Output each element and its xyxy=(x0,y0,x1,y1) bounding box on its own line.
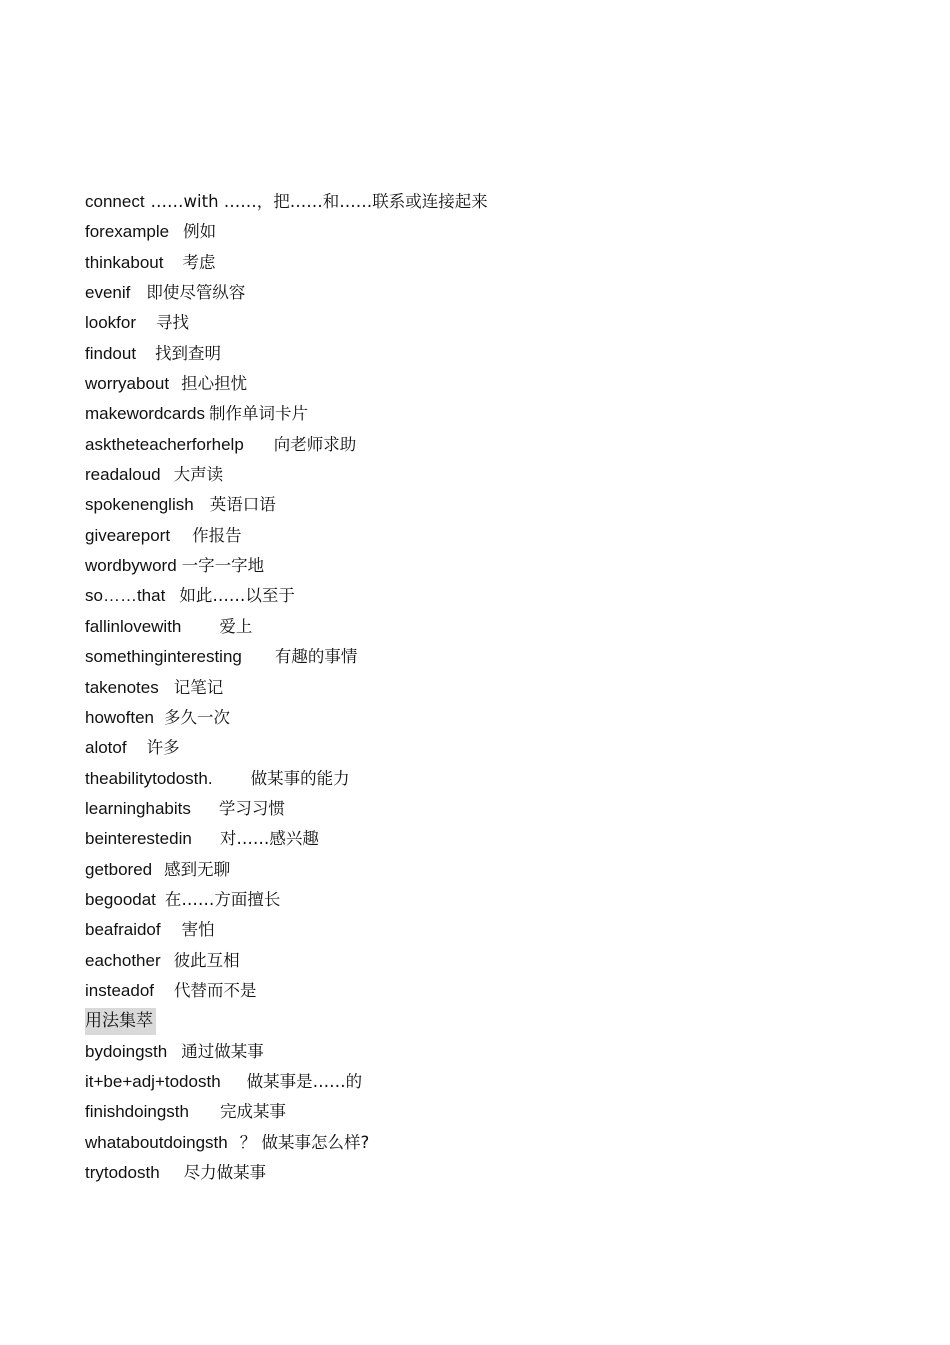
phrase-chinese: 多久一次 xyxy=(164,707,230,727)
list-item xyxy=(85,551,905,581)
phrase-english: eachother xyxy=(85,950,161,970)
list-item xyxy=(85,460,905,490)
phrase-chinese: 寻找 xyxy=(156,313,190,333)
phrase-english: somethinginteresting xyxy=(85,647,242,667)
list-item xyxy=(85,1037,905,1067)
list-item xyxy=(85,430,905,460)
phrase-chinese: 害怕 xyxy=(181,920,215,940)
list-item xyxy=(85,278,905,308)
list-item xyxy=(85,187,905,217)
phrase-chinese: 做某事是……的 xyxy=(246,1071,363,1091)
phrase-chinese: 记笔记 xyxy=(173,677,224,697)
phrase-chinese: 大声读 xyxy=(173,465,224,485)
phrase-english: spokenenglish xyxy=(85,495,194,515)
phrase-english: begoodat xyxy=(85,889,156,909)
phrase-english: howoften xyxy=(85,707,154,727)
phrase-english: giveareport xyxy=(85,525,171,545)
phrase-english: forexample xyxy=(85,222,170,242)
list-item xyxy=(85,308,905,338)
list-item xyxy=(85,339,905,369)
phrase-chinese: 制作单词卡片 xyxy=(209,404,308,424)
phrase-chinese: 通过做某事 xyxy=(181,1041,264,1061)
phrase-english: thinkabout xyxy=(85,252,164,272)
phrase-english: beafraidof xyxy=(85,920,161,940)
list-item xyxy=(85,673,905,703)
phrase-chinese: 作报告 xyxy=(192,525,242,545)
list-item xyxy=(85,642,905,672)
phrase-chinese: 一字一字地 xyxy=(181,556,265,576)
list-item xyxy=(85,1067,905,1097)
phrase-chinese: 感到无聊 xyxy=(164,859,231,879)
phrase-chinese: 有趣的事情 xyxy=(274,647,358,667)
phrase-chinese: 即使尽管纵容 xyxy=(146,283,246,303)
list-item xyxy=(85,885,905,915)
list-item xyxy=(85,581,905,611)
phrase-chinese: ……with ……，把……和……联系或连接起来 xyxy=(150,192,488,211)
phrase-english: finishdoingsth xyxy=(85,1102,189,1122)
list-item xyxy=(85,369,905,399)
phrase-english: evenif xyxy=(85,283,131,303)
phrase-english: getbored xyxy=(85,859,153,879)
phrase-english: lookfor xyxy=(85,313,137,333)
section-heading: 用法集萃 xyxy=(85,1008,156,1035)
list-item xyxy=(85,794,905,824)
list-item xyxy=(85,764,905,794)
phrase-english: fallinlovewith xyxy=(85,616,182,636)
phrase-english: readaloud xyxy=(85,465,161,485)
list-item xyxy=(85,248,905,278)
list-item xyxy=(85,824,905,854)
phrase-english: trytodosth xyxy=(85,1163,160,1182)
phrase-chinese: 在……方面擅长 xyxy=(164,889,281,909)
phrase-chinese: 对……感兴趣 xyxy=(219,829,319,849)
phrase-chinese: 许多 xyxy=(146,738,180,758)
phrase-chinese: 彼此互相 xyxy=(173,950,240,970)
list-item xyxy=(85,976,905,1006)
phrase-english: bydoingsth xyxy=(85,1041,168,1061)
phrase-chinese: 英语口语 xyxy=(209,495,276,515)
phrase-english: insteadof xyxy=(85,980,154,1000)
phrase-chinese: 考虑 xyxy=(182,252,216,272)
phrase-english: it+be+adj+todosth xyxy=(85,1071,221,1091)
phrase-english: theabilitytodosth. xyxy=(85,768,213,788)
phrase-chinese: 担心担忧 xyxy=(181,374,248,394)
list-item xyxy=(85,915,905,945)
list-item xyxy=(85,1097,905,1127)
list-item xyxy=(85,521,905,551)
phrase-chinese: 如此……以至于 xyxy=(179,586,295,606)
list-item xyxy=(85,703,905,733)
phrase-chinese: 找到查明 xyxy=(155,343,222,363)
list-item xyxy=(85,946,905,976)
phrase-english: worryabout xyxy=(85,374,170,394)
phrase-english: so……that xyxy=(85,586,166,606)
list-item xyxy=(85,217,905,247)
phrase-chinese: 爱上 xyxy=(219,616,253,636)
list-item xyxy=(85,733,905,763)
phrase-english: alotof xyxy=(85,738,127,758)
phrase-chinese: 例如 xyxy=(183,222,217,242)
phrase-english: asktheteacherforhelp xyxy=(85,434,244,454)
list-item xyxy=(85,855,905,885)
list-item xyxy=(85,612,905,642)
phrase-chinese: 学习习惯 xyxy=(218,798,285,818)
section-heading-row xyxy=(85,1006,905,1036)
phrase-english: takenotes xyxy=(85,677,159,697)
phrase-chinese: 向老师求助 xyxy=(273,434,357,454)
phrase-english: beinterestedin xyxy=(85,829,192,849)
phrase-chinese: 尽力做某事 xyxy=(183,1163,267,1182)
phrase-english: findout xyxy=(85,343,137,363)
phrase-english: makewordcards xyxy=(85,404,205,424)
phrase-chinese: 完成某事 xyxy=(219,1102,286,1122)
list-item xyxy=(85,1158,905,1188)
phrase-chinese: 做某事的能力 xyxy=(250,768,350,788)
phrase-english: wordbyword xyxy=(85,556,177,576)
list-item xyxy=(85,399,905,429)
list-item xyxy=(85,1128,905,1158)
list-item xyxy=(85,490,905,520)
phrase-english: whataboutdoingsth xyxy=(85,1132,228,1152)
phrase-english: learninghabits xyxy=(85,798,191,818)
phrase-chinese: 代替而不是 xyxy=(174,980,257,1000)
phrase-english: connect xyxy=(85,192,145,211)
phrase-list xyxy=(85,187,905,1188)
phrase-chinese: ？ 做某事怎么样? xyxy=(239,1132,370,1152)
